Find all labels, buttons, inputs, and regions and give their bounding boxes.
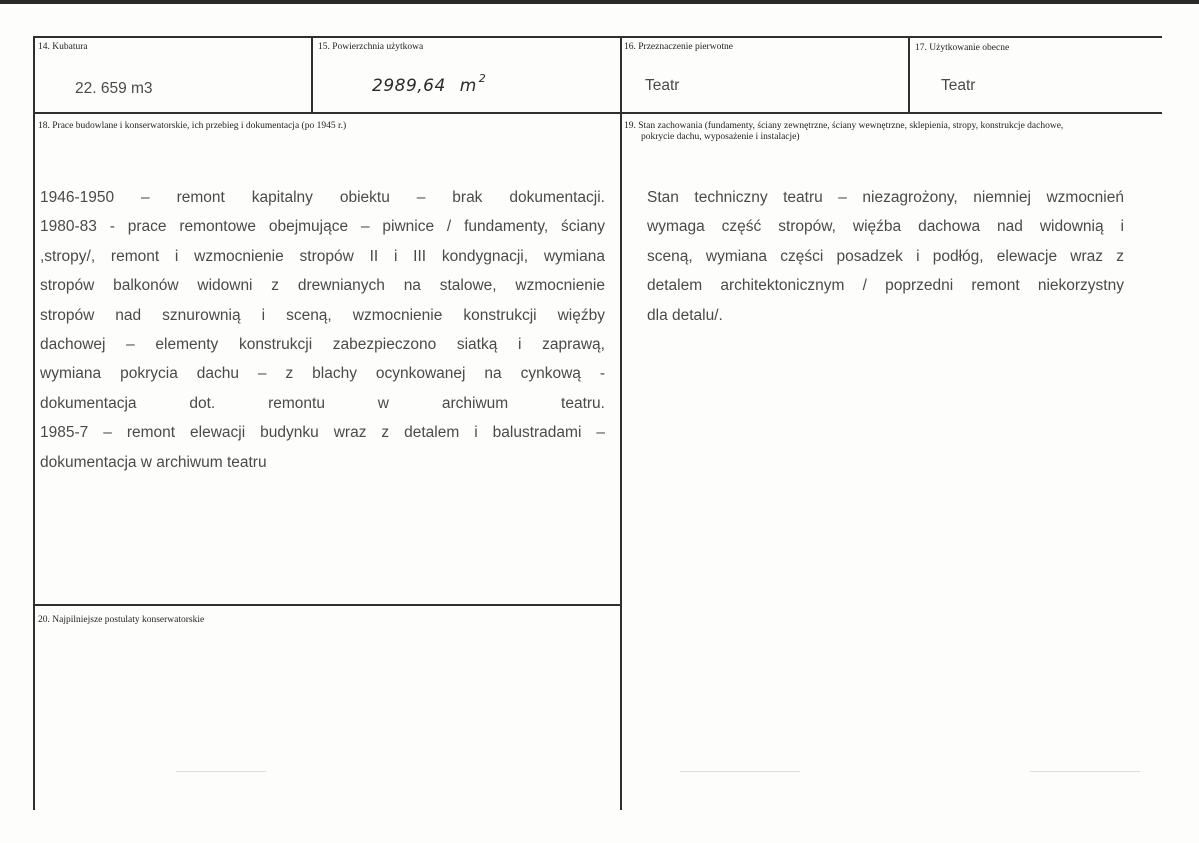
row1-bottom-border [33,112,1162,114]
divider-14-15 [311,36,313,113]
text-line: ,stropy/, remont i wzmocnienie stropów II i III kondygnacji, wymiana [40,247,605,265]
text-line: dokumentacja dot. remontu w archiwum teatru. [40,394,605,412]
scan-artifact [1030,771,1140,772]
field-19-text [647,183,1124,330]
text-line: dla detalu/. [647,306,723,324]
text-line: Stan techniczny teatru – niezagrożony, niemniej wzmocnień [647,189,1124,206]
field-17-label: 17. Użytkowanie obecne [915,43,1010,53]
field-15-unit-sup: 2 [478,72,487,85]
field-19-label [624,121,1154,143]
field-15-number: 2989,64 [372,76,446,96]
field-14-label: 14. Kubatura [38,42,88,52]
text-line: wymiana pokrycia dachu – z blachy ocynkowanej na cynkową - [40,365,605,383]
form-top-border [33,36,1162,38]
field-18-text [40,183,605,477]
text-line: stropów balkonów widowni z drewnianych na stalowe, wzmocnienie [40,277,605,295]
text-line: stropów nad sznurownią i sceną, wzmocnienie konstrukcji więźby [40,306,605,324]
text-line: detalem architektonicznym / poprzedni remont niekorzystny [647,277,1124,295]
field-16-value: Teatr [645,77,680,94]
divider-16-17 [908,36,910,113]
text-line: 1980-83 - prace remontowe obejmujące – piwnice / fundamenty, ściany [40,218,605,236]
text-line: sceną, wymiana części posadzek i podłóg, elewacje wraz z [647,247,1124,265]
field-19-label-line2: pokrycie dachu, wyposażenie i instalacje) [641,132,800,142]
field-19-label-line1: 19. Stan zachowania (fundamenty, ściany zewnętrzne, ściany wewnętrzne, sklepienia, stropy, konstrukcje dachowe, [624,121,1064,131]
text-line: 1985-7 – remont elewacji budynku wraz z detalem i balustradami – [40,424,605,442]
field-17-value: Teatr [941,77,976,94]
scan-artifact [680,771,800,772]
text-line: dokumentacja w archiwum teatru [40,453,267,471]
field-20-label: 20. Najpilniejsze postulaty konserwatorskie [38,615,205,625]
divider-main [620,36,622,810]
scan-top-edge [0,0,1199,4]
field-15-value [372,72,487,96]
field-16-label: 16. Przeznaczenie pierwotne [624,42,733,52]
text-line: wymaga część stropów, więźba dachowa nad widownią i [647,218,1124,236]
section18-bottom-border [33,604,621,606]
field-18-label: 18. Prace budowlane i konserwatorskie, ich przebieg i dokumentacja (po 1945 r.) [38,121,347,131]
field-15-label: 15. Powierzchnia użytkowa [318,42,424,52]
field-15-unit: m [459,76,477,96]
field-14-value: 22. 659 m3 [75,80,153,97]
text-line: dachowej – elementy konstrukcji zabezpieczono siatką i zaprawą, [40,336,605,354]
scan-artifact [176,771,266,772]
text-line: 1946-1950 – remont kapitalny obiektu – brak dokumentacji. [40,189,605,206]
form-left-border [33,36,35,810]
